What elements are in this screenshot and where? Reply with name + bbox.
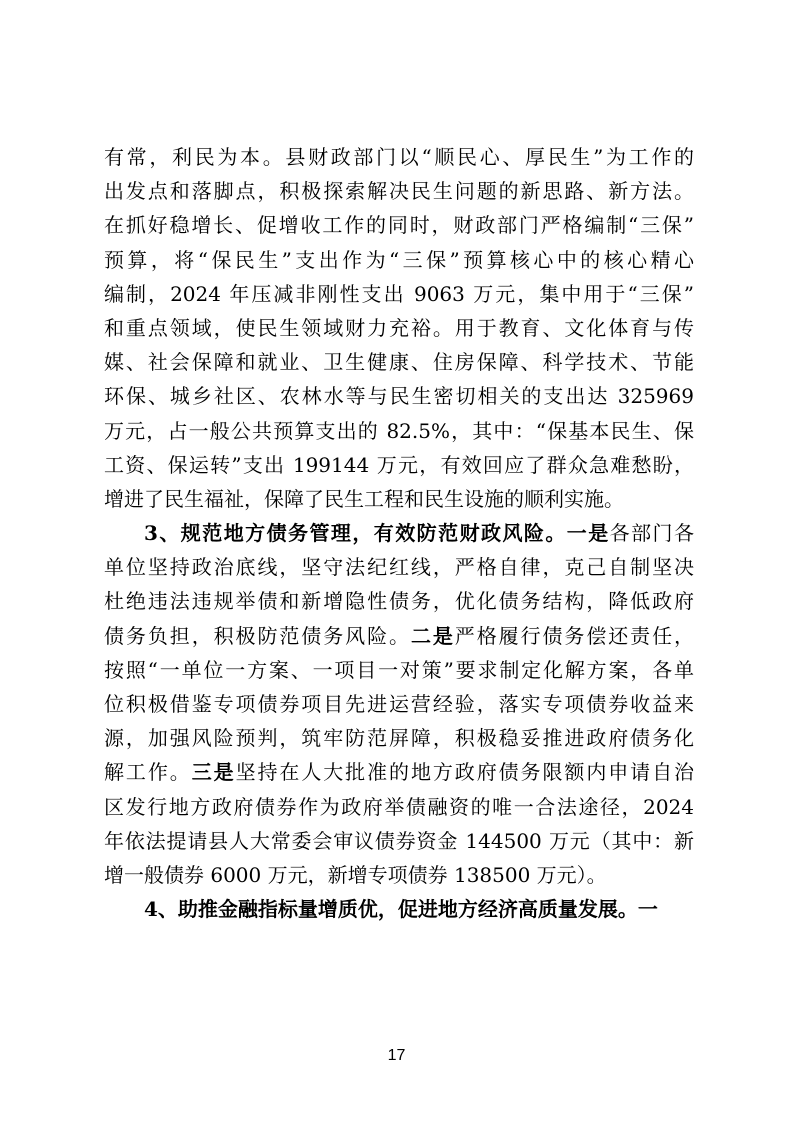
text-line: 债务负担，积极防范债务风险。二是严格履行债务偿还责任，: [104, 623, 694, 648]
text-line: 按照“一单位一方案、一项目一对策”要求制定化解方案，各单: [104, 657, 694, 682]
text-line: 预算，将“保民生”支出作为“三保”预算核心中的核心精心: [104, 247, 694, 272]
text-line: 媒、社会保障和就业、卫生健康、住房保障、科学技术、节能: [104, 350, 694, 375]
text-line: 增一般债券 6000 万元，新增专项债券 138500 万元）。: [104, 862, 607, 887]
paragraph-debt-management: [104, 516, 694, 892]
text-line: 环保、城乡社区、农林水等与民生密切相关的支出达 325969: [104, 384, 694, 409]
page-number: 17: [387, 1047, 406, 1064]
paragraph-finance-indicators: [104, 892, 694, 926]
text-line: 3、规范地方债务管理，有效防范财政风险。一是各部门各: [144, 521, 694, 546]
text-line: 有常，利民为本。县财政部门以“顺民心、厚民生”为工作的: [104, 145, 694, 169]
body-text: [104, 140, 694, 926]
text-line: 增进了民生福祉，保障了民生工程和民生设施的顺利实施。: [104, 486, 624, 511]
text-line: 区发行地方政府债券作为政府举债融资的唯一合法途径，2024: [104, 794, 694, 819]
text-line: 工资、保运转”支出 199144 万元，有效回应了群众急难愁盼，: [104, 452, 694, 477]
text-line: 年依法提请县人大常委会审议债券资金 144500 万元（其中：新: [104, 828, 694, 853]
paragraph-people-livelihood: [104, 140, 694, 516]
enumerator: 一是: [566, 521, 610, 546]
text-line: 源，加强风险预判，筑牢防范屏障，积极稳妥推进政府债务化: [104, 726, 694, 751]
enumerator: 二是: [410, 623, 455, 648]
text-line: 解工作。三是坚持在人大批准的地方政府债务限额内申请自治: [104, 760, 694, 785]
text-line: 杜绝违法违规举债和新增隐性债务，优化债务结构，降低政府: [104, 589, 694, 614]
section-heading: 4、助推金融指标量增质优，促进地方经济高质量发展。一: [144, 897, 658, 922]
enumerator: 三是: [191, 760, 236, 785]
text-line: 万元，占一般公共预算支出的 82.5%，其中：“保基本民生、保: [104, 418, 694, 443]
text-line: 和重点领域，使民生领域财力充裕。用于教育、文化体育与传: [104, 315, 694, 340]
text-line: 出发点和落脚点，积极探索解决民生问题的新思路、新方法。: [104, 179, 694, 204]
section-heading: 3、规范地方债务管理，有效防范财政风险。: [144, 521, 567, 546]
text-line: [104, 892, 694, 926]
text-line: 在抓好稳增长、促增收工作的同时，财政部门严格编制“三保”: [104, 213, 694, 238]
text-line: 编制，2024 年压减非刚性支出 9063 万元，集中用于“三保”: [104, 281, 694, 306]
text-line: 位积极借鉴专项债券项目先进运营经验，落实专项债券收益来: [104, 692, 694, 716]
text-line: 单位坚持政治底线，坚守法纪红线，严格自律，克己自制坚决: [104, 555, 694, 580]
